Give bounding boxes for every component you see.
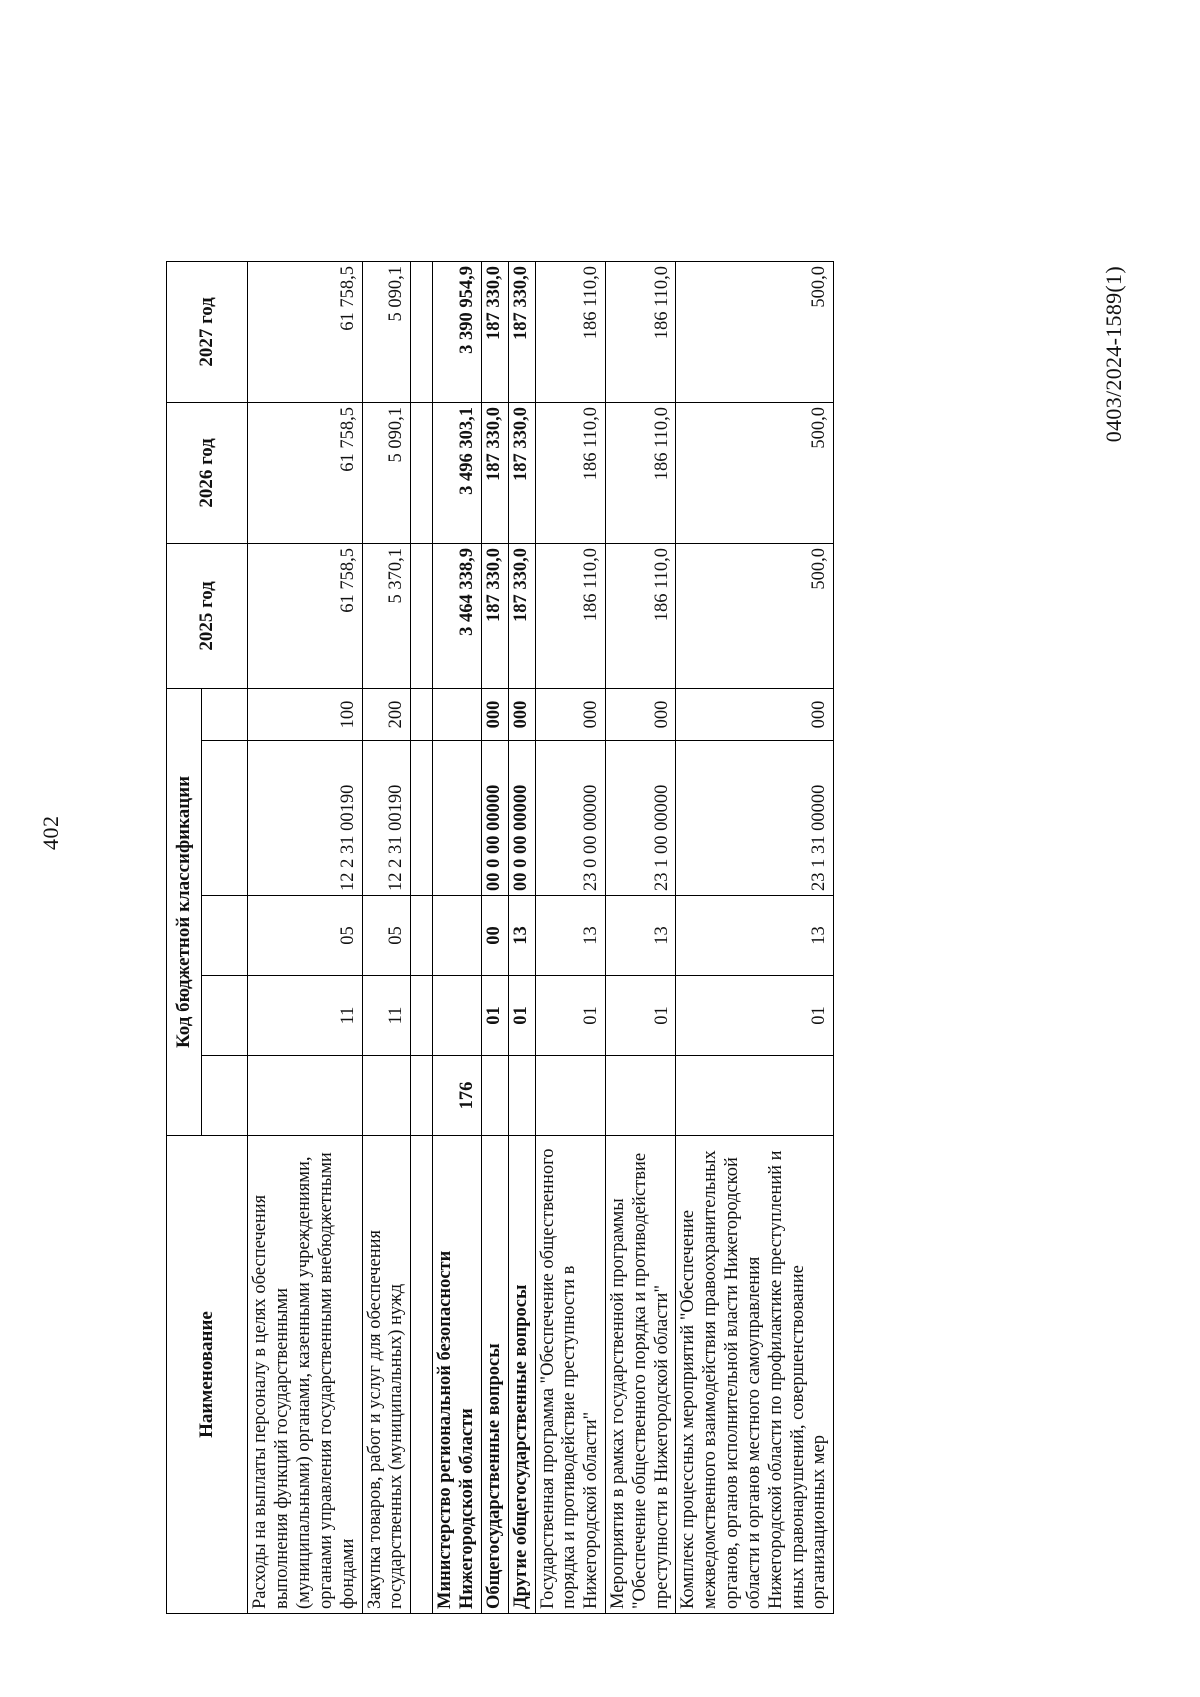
code-expense-type: 000 <box>481 688 508 740</box>
header-2025: 2025 год <box>167 543 248 688</box>
row-name: Расходы на выплаты персоналу в целях обеспечения выполнения функций государственными (муниципальными) органами, казенными учреждениями, органами управления государственными внебюджетными фондами <box>248 1136 362 1614</box>
code-section: 01 <box>535 976 605 1056</box>
code-expense-type <box>433 688 482 740</box>
code-subsection: 00 <box>481 896 508 976</box>
table-row <box>535 261 605 1613</box>
value-2027: 500,0 <box>676 261 834 402</box>
value-2027: 187 330,0 <box>508 261 535 402</box>
code-target-article: 00 0 00 00000 <box>481 741 508 896</box>
code-subsection: 13 <box>508 896 535 976</box>
document-code: 0403/2024-1589(1) <box>1101 266 1126 443</box>
code-target-article: 23 0 00 00000 <box>535 741 605 896</box>
value-2026: 187 330,0 <box>481 402 508 543</box>
code-target-article: 12 2 31 00190 <box>248 741 362 896</box>
header-2026: 2026 год <box>167 402 248 543</box>
table-row <box>676 261 834 1613</box>
code-section: 11 <box>362 976 411 1056</box>
code-subheader-cell <box>202 976 248 1056</box>
code-subheader-cell <box>202 896 248 976</box>
row-name: Государственная программа "Обеспечение общественного порядка и противодействие преступности в Нижегородской области" <box>535 1136 605 1614</box>
row-name: Комплекс процессных мероприятий "Обеспечение межведомственного взаимодействия правоохранительных органов, органов исполнительной власти Нижегородской области и органов местного самоуправления Нижегородской области по профилактике преступлений и иных правонарушений, совершенствование организационных мер <box>676 1136 834 1614</box>
value-2027: 186 110,0 <box>606 261 676 402</box>
code-expense-type: 000 <box>676 688 834 740</box>
code-expense-type: 200 <box>362 688 411 740</box>
code-subheader-cell <box>202 1056 248 1136</box>
value-2026: 500,0 <box>676 402 834 543</box>
value-2025: 186 110,0 <box>535 543 605 688</box>
code-section: 11 <box>248 976 362 1056</box>
code-ministry <box>481 1056 508 1136</box>
code-expense-type: 000 <box>508 688 535 740</box>
code-expense-type: 000 <box>535 688 605 740</box>
code-target-article: 00 0 00 00000 <box>508 741 535 896</box>
row-name: Закупка товаров, работ и услуг для обеспечения государственных (муниципальных) нужд <box>362 1136 411 1614</box>
code-subsection: 13 <box>606 896 676 976</box>
value-2026: 3 496 303,1 <box>433 402 482 543</box>
code-ministry: 176 <box>433 1056 482 1136</box>
value-2027: 5 090,1 <box>362 261 411 402</box>
value-2026: 186 110,0 <box>606 402 676 543</box>
table-row <box>248 261 362 1613</box>
code-subsection: 05 <box>248 896 362 976</box>
value-2025: 3 464 338,9 <box>433 543 482 688</box>
table-row <box>508 261 535 1613</box>
rotated-page <box>0 209 1200 1697</box>
code-ministry <box>362 1056 411 1136</box>
spacer-row <box>411 261 433 1613</box>
page-number: 402 <box>38 815 63 850</box>
row-name: Министерство региональной безопасности Нижегородской области <box>433 1136 482 1614</box>
code-subheader-cell <box>202 741 248 896</box>
value-2025: 187 330,0 <box>481 543 508 688</box>
code-section: 01 <box>508 976 535 1056</box>
value-2025: 61 758,5 <box>248 543 362 688</box>
row-name: Другие общегосударственные вопросы <box>508 1136 535 1614</box>
code-section: 01 <box>481 976 508 1056</box>
code-subsection: 13 <box>676 896 834 976</box>
code-ministry <box>248 1056 362 1136</box>
code-subheader-cell <box>202 688 248 740</box>
value-2025: 187 330,0 <box>508 543 535 688</box>
table-row <box>362 261 411 1613</box>
budget-table <box>166 261 834 1614</box>
row-name: Общегосударственные вопросы <box>481 1136 508 1614</box>
code-section: 01 <box>676 976 834 1056</box>
value-2025: 500,0 <box>676 543 834 688</box>
value-2026: 186 110,0 <box>535 402 605 543</box>
value-2027: 61 758,5 <box>248 261 362 402</box>
header-2027: 2027 год <box>167 261 248 402</box>
code-target-article: 12 2 31 00190 <box>362 741 411 896</box>
value-2027: 3 390 954,9 <box>433 261 482 402</box>
code-expense-type: 100 <box>248 688 362 740</box>
code-section: 01 <box>606 976 676 1056</box>
value-2027: 187 330,0 <box>481 261 508 402</box>
code-target-article: 23 1 00 00000 <box>606 741 676 896</box>
code-subsection <box>433 896 482 976</box>
header-code: Код бюджетной классификации <box>167 688 202 1135</box>
table-row <box>606 261 676 1613</box>
code-subsection: 13 <box>535 896 605 976</box>
row-name: Мероприятия в рамках государственной программы "Обеспечение общественного порядка и противодействие преступности в Нижегородской области" <box>606 1136 676 1614</box>
code-ministry <box>508 1056 535 1136</box>
code-subsection: 05 <box>362 896 411 976</box>
table-row <box>481 261 508 1613</box>
value-2026: 187 330,0 <box>508 402 535 543</box>
value-2025: 5 370,1 <box>362 543 411 688</box>
code-target-article <box>433 741 482 896</box>
code-ministry <box>535 1056 605 1136</box>
value-2027: 186 110,0 <box>535 261 605 402</box>
code-section <box>433 976 482 1056</box>
header-name: Наименование <box>167 1136 248 1614</box>
code-expense-type: 000 <box>606 688 676 740</box>
table-row <box>433 261 482 1613</box>
value-2026: 61 758,5 <box>248 402 362 543</box>
code-ministry <box>606 1056 676 1136</box>
value-2025: 186 110,0 <box>606 543 676 688</box>
code-ministry <box>676 1056 834 1136</box>
value-2026: 5 090,1 <box>362 402 411 543</box>
code-target-article: 23 1 31 00000 <box>676 741 834 896</box>
